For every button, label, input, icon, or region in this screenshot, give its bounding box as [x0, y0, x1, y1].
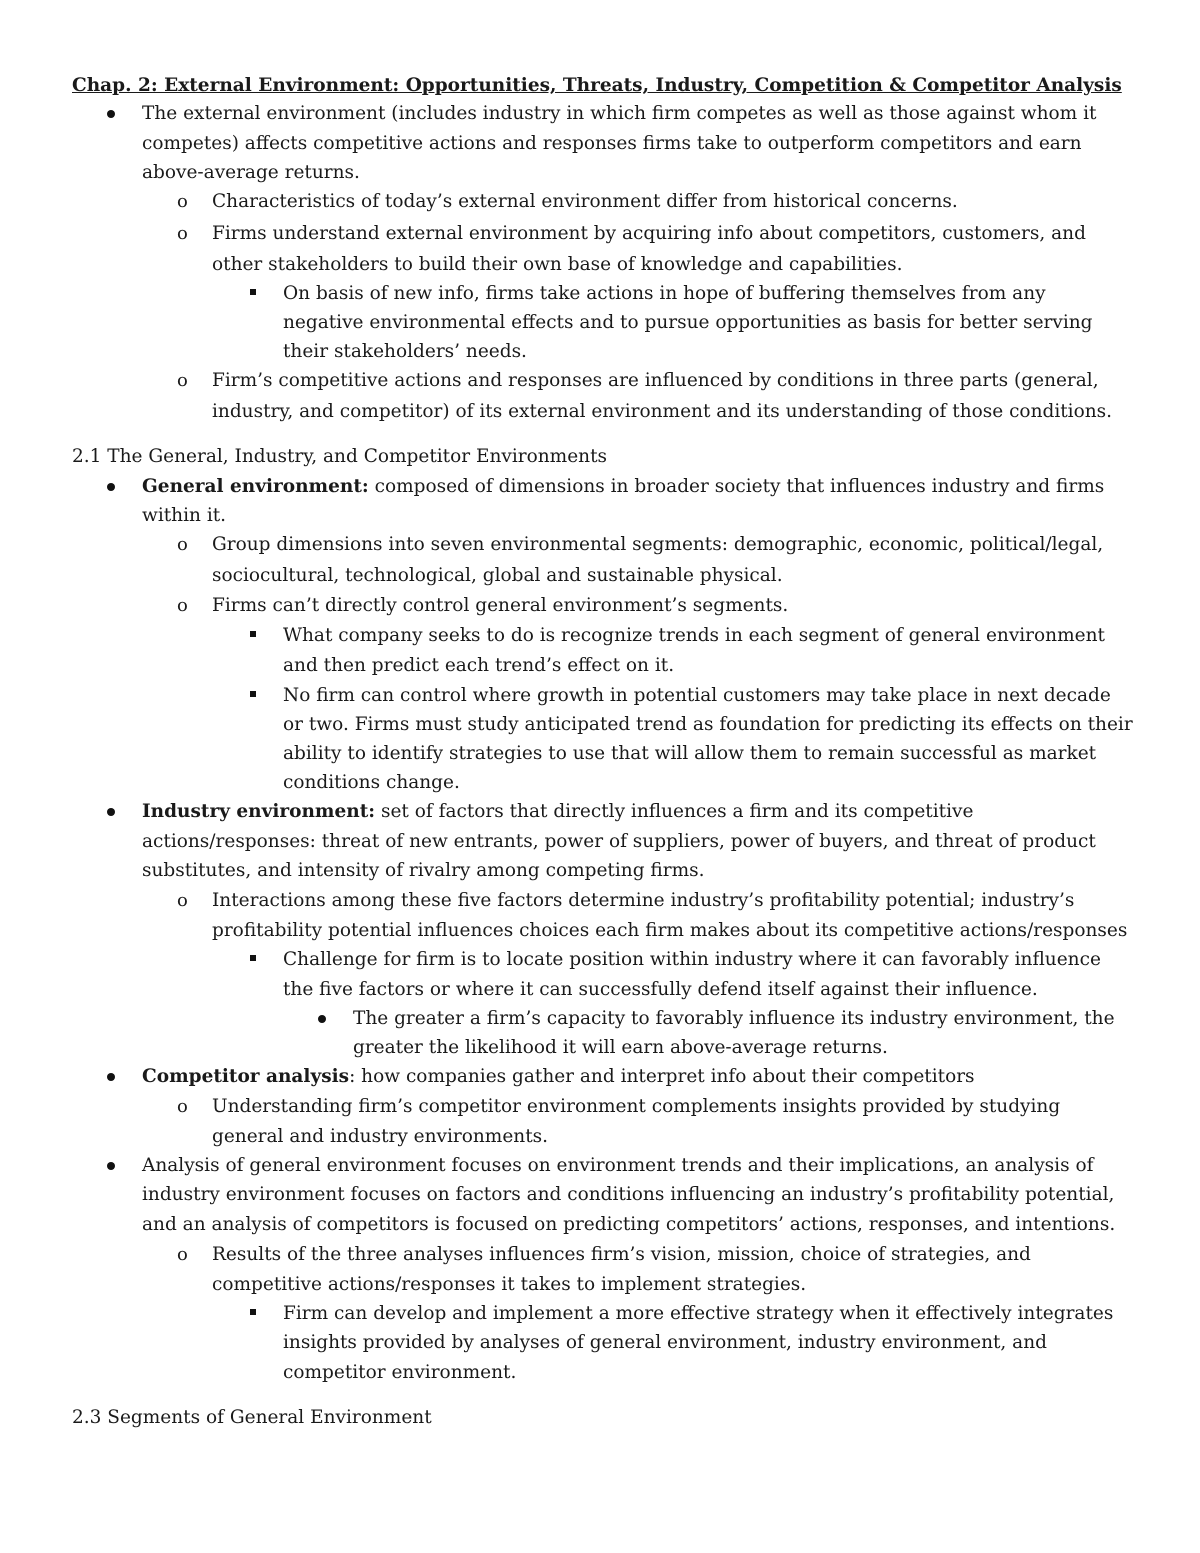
text-line: and then predict each trend’s effect on it.	[283, 655, 675, 676]
text-line	[142, 475, 1104, 499]
circle-marker: o	[177, 534, 188, 555]
text-line: Firms understand external environment by acquiring info about competitors, customers, and	[212, 223, 1086, 244]
text-line: or two. Firms must study anticipated trend as foundation for predicting its effects on their	[283, 714, 1133, 735]
text-line: Firms can’t directly control general environment’s segments.	[212, 595, 789, 616]
text-line	[142, 1065, 975, 1089]
text-line: and an analysis of competitors is focused on predicting competitors’ actions, responses, and intentions.	[142, 1214, 1116, 1235]
square-marker	[250, 631, 256, 637]
circle-marker: o	[177, 223, 188, 244]
text-line: No firm can control where growth in potential customers may take place in next decade	[283, 685, 1111, 706]
text-line: competitive actions/responses it takes to implement strategies.	[212, 1274, 807, 1295]
text-line: Firm can develop and implement a more effective strategy when it effectively integrates	[283, 1303, 1114, 1324]
circle-marker: o	[177, 1244, 188, 1265]
text-line: Analysis of general environment focuses on environment trends and their implications, an analysis of	[142, 1155, 1094, 1176]
text-line: What company seeks to do is recognize trends in each segment of general environment	[283, 625, 1105, 646]
term-competitor-analysis: Competitor analysis	[142, 1066, 350, 1087]
square-marker	[250, 691, 256, 697]
page-title: Chap. 2: External Environment: Opportunities, Threats, Industry, Competition & Competitor Analysis	[72, 75, 1122, 96]
text-line: industry, and competitor) of its external environment and its understanding of those conditions.	[212, 401, 1113, 422]
text-span: set of factors that directly influences a firm and its competitive	[375, 801, 974, 822]
bullet-marker	[107, 483, 115, 491]
circle-marker: o	[177, 1096, 188, 1117]
square-marker	[250, 289, 256, 295]
bullet-marker	[107, 1073, 115, 1081]
circle-marker: o	[177, 595, 188, 616]
section-heading: 2.1 The General, Industry, and Competitor Environments	[72, 446, 607, 467]
text-line: Characteristics of today’s external environment differ from historical concerns.	[212, 191, 958, 212]
text-line: greater the likelihood it will earn above-average returns.	[353, 1037, 888, 1058]
square-marker	[250, 955, 256, 961]
text-line: other stakeholders to build their own base of knowledge and capabilities.	[212, 254, 903, 275]
text-span: composed of dimensions in broader society that influences industry and firms	[368, 476, 1105, 497]
circle-marker: o	[177, 191, 188, 212]
bullet-marker	[107, 808, 115, 816]
text-line: The external environment (includes industry in which firm competes as well as those against whom it	[142, 103, 1097, 124]
text-line: insights provided by analyses of general environment, industry environment, and	[283, 1332, 1047, 1353]
bullet-marker	[107, 1162, 115, 1170]
text-line: sociocultural, technological, global and sustainable physical.	[212, 565, 783, 586]
text-line: negative environmental effects and to pursue opportunities as basis for better serving	[283, 312, 1093, 333]
text-line: Results of the three analyses influences firm’s vision, mission, choice of strategies, and	[212, 1244, 1031, 1265]
term-general-environment: General environment:	[142, 476, 369, 497]
text-line: industry environment focuses on factors and conditions influencing an industry’s profitability potential,	[142, 1184, 1115, 1205]
term-industry-environment: Industry environment:	[142, 801, 376, 822]
text-line: profitability potential influences choices each firm makes about its competitive actions/responses	[212, 920, 1128, 941]
section-heading: 2.3 Segments of General Environment	[72, 1407, 432, 1428]
text-line	[142, 800, 973, 824]
text-line: the five factors or where it can successfully defend itself against their influence.	[283, 979, 1038, 1000]
circle-marker: o	[177, 890, 188, 911]
text-line: Challenge for firm is to locate position within industry where it can favorably influence	[283, 949, 1101, 970]
text-span: : how companies gather and interpret info about their competitors	[349, 1066, 975, 1087]
text-line: competes) affects competitive actions and responses firms take to outperform competitors and earn	[142, 133, 1082, 154]
text-line: their stakeholders’ needs.	[283, 341, 527, 362]
bullet-marker	[318, 1015, 326, 1023]
text-line: Interactions among these five factors determine industry’s profitability potential; industry’s	[212, 890, 1075, 911]
text-line: ability to identify strategies to use that will allow them to remain successful as market	[283, 743, 1097, 764]
text-line: within it.	[142, 505, 227, 526]
text-line: The greater a firm’s capacity to favorably influence its industry environment, the	[353, 1008, 1115, 1029]
text-line: actions/responses: threat of new entrants, power of suppliers, power of buyers, and threat of product	[142, 831, 1096, 852]
text-line: substitutes, and intensity of rivalry among competing firms.	[142, 860, 705, 881]
text-line: general and industry environments.	[212, 1126, 549, 1147]
text-line: conditions change.	[283, 772, 460, 793]
bullet-marker	[107, 110, 115, 118]
text-line: Group dimensions into seven environmental segments: demographic, economic, political/legal,	[212, 534, 1104, 555]
circle-marker: o	[177, 370, 188, 391]
text-line: On basis of new info, firms take actions in hope of buffering themselves from any	[283, 283, 1046, 304]
square-marker	[250, 1309, 256, 1315]
text-line: Firm’s competitive actions and responses are influenced by conditions in three parts (general,	[212, 370, 1099, 391]
text-line: Understanding firm’s competitor environment complements insights provided by studying	[212, 1096, 1061, 1117]
text-line: competitor environment.	[283, 1362, 517, 1383]
text-line: above-average returns.	[142, 162, 360, 183]
